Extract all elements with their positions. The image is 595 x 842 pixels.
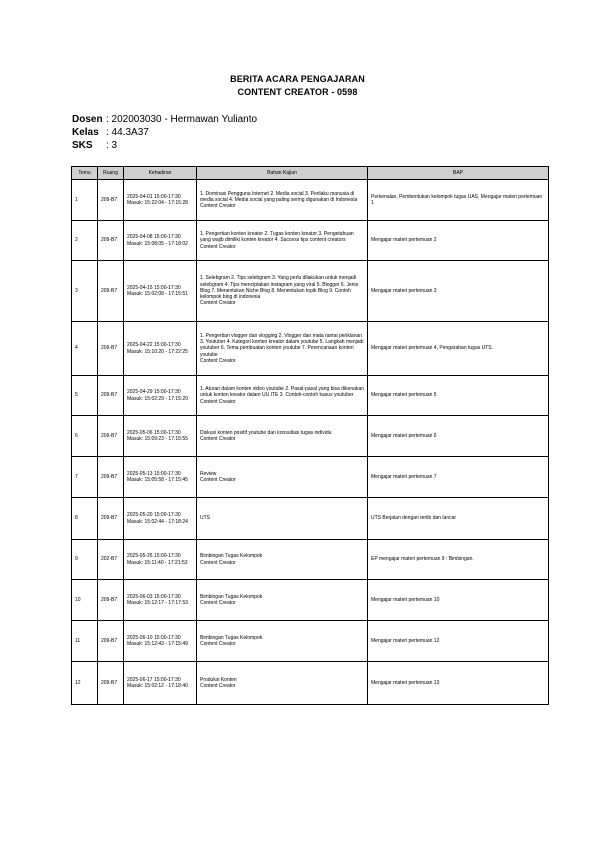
cell-ruang: 202-B7 — [98, 540, 124, 580]
cell-temu: 1 — [72, 180, 98, 221]
cell-ruang: 209-B7 — [98, 498, 124, 540]
attendance-table — [71, 166, 549, 705]
cell-bap: Mengajar materi pertemuan 3 — [368, 261, 549, 322]
cell-bap: Mengajar materi pertemuan 2 — [368, 221, 549, 261]
cell-bap: Mengajar materi pertemuan 7 — [368, 457, 549, 498]
cell-temu: 3 — [72, 261, 98, 322]
table-row — [72, 498, 549, 540]
dosen-label: Dosen — [72, 114, 103, 125]
cell-kehadiran: 2025-06-17 15:00-17:30 Masuk: 15:02:12 - 17:18:40 — [124, 662, 197, 705]
cell-temu: 7 — [72, 457, 98, 498]
cell-kehadiran: 2025-04-15 15:00-17:30 Masuk: 15:02:08 - 17:15:51 — [124, 261, 197, 322]
kelas-label: Kelas — [72, 127, 99, 138]
cell-kehadiran: 2025-05-20 15:00-17:30 Masuk: 15:02:44 - 17:18:24 — [124, 498, 197, 540]
cell-temu: 5 — [72, 376, 98, 416]
kelas-value: : 44.3A37 — [106, 127, 149, 138]
cell-ruang: 209-B7 — [98, 221, 124, 261]
cell-kehadiran: 2025-04-01 15:00-17:30 Masuk: 15:22:04 - 17:15:28 — [124, 180, 197, 221]
cell-bap: UTS Berjalan dengan tertib dan lancar — [368, 498, 549, 540]
cell-bahan-kajian: 1. Dominasi Pengguna Internet 2. Media social 3. Perilaku manusia di media social 4. Media social yang paling sering digunakan di Indonesia Content Creator — [197, 180, 368, 221]
cell-ruang: 209-B7 — [98, 416, 124, 457]
cell-temu: 9 — [72, 540, 98, 580]
cell-ruang: 209-B7 — [98, 322, 124, 376]
cell-bahan-kajian: 1. Pengertian konten kreator 2. Tugas konten kreator 3. Pengetahuan yang wajib dimiliki konten kreator 4. Success tips content creators Content Creator — [197, 221, 368, 261]
header-bahan-kajian: Bahan Kajian — [197, 167, 368, 180]
header-temu: Temu — [72, 167, 98, 180]
cell-ruang: 209-B7 — [98, 580, 124, 621]
cell-kehadiran: 2025-06-03 15:00-17:30 Masuk: 15:12:17 - 17:17:53 — [124, 580, 197, 621]
table-row — [72, 621, 549, 662]
cell-bap: Mengajar materi pertemuan 12 — [368, 621, 549, 662]
table-header-row — [72, 167, 549, 180]
cell-kehadiran: 2025-05-13 15:00-17:30 Masuk: 15:05:58 - 17:15:45 — [124, 457, 197, 498]
cell-kehadiran: 2025-04-22 15:00-17:30 Masuk: 15:10:20 - 17:22:25 — [124, 322, 197, 376]
sks-value: : 3 — [106, 140, 118, 151]
cell-bap: Mengajar materi pertemuan 13 — [368, 662, 549, 705]
cell-temu: 8 — [72, 498, 98, 540]
dosen-row — [72, 114, 257, 125]
cell-bahan-kajian: Review Content Creator — [197, 457, 368, 498]
cell-bap: Mengajar materi pertemuan 6 — [368, 416, 549, 457]
kelas-row — [72, 127, 149, 138]
dosen-value: : 202003030 - Hermawan Yulianto — [106, 114, 258, 125]
cell-ruang: 209-B7 — [98, 457, 124, 498]
cell-ruang: 209-B7 — [98, 180, 124, 221]
cell-bahan-kajian: UTS — [197, 498, 368, 540]
sks-label: SKS — [72, 140, 93, 151]
cell-bahan-kajian: 1. Aturan dalam konten video youtube 2. Pasal-pasal yang bisa dikenakan untuk konten kreator dalam UU ITE 3. Contoh-contoh kasus youtuber Content Creator — [197, 376, 368, 416]
cell-ruang: 209-B7 — [98, 662, 124, 705]
cell-temu: 2 — [72, 221, 98, 261]
header-ruang: Ruang — [98, 167, 124, 180]
cell-bahan-kajian: 1. Selebgram 2. Tips selebgram 3. Yang perlu dilakukan untuk menjadi selebgram 4. Tips menciptakan instagram yang viral 5. Blogger 6. Jenis Blog 7. Menentukan Niche Blog 8. Menentukan topik Blog 9. Contoh kelompok blog di indonesia Content Creator — [197, 261, 368, 322]
cell-temu: 11 — [72, 621, 98, 662]
sks-row — [72, 140, 117, 151]
table-row — [72, 580, 549, 621]
cell-kehadiran: 2025-06-10 15:00-17:30 Masuk: 15:12:43 - 17:15:49 — [124, 621, 197, 662]
cell-kehadiran: 2025-04-29 15:00-17:30 Masuk: 15:02:29 - 17:15:20 — [124, 376, 197, 416]
table-row — [72, 180, 549, 221]
cell-bap: Perkenalan, Pembentukan kelompok tugas UAS, Mengajar materi pertemuan 1 — [368, 180, 549, 221]
cell-bahan-kajian: Bimbingan Tugas Kelompok Content Creator — [197, 621, 368, 662]
cell-ruang: 209-B7 — [98, 621, 124, 662]
cell-temu: 4 — [72, 322, 98, 376]
cell-bap: Mengajar materi pertemuan 4, Pengarahan tugas UTS. — [368, 322, 549, 376]
cell-bahan-kajian: Bimbingan Tugas Kelompok Content Creator — [197, 580, 368, 621]
cell-ruang: 209-B7 — [98, 376, 124, 416]
header-bap: BAP — [368, 167, 549, 180]
table-row — [72, 322, 549, 376]
cell-bahan-kajian: Bimbingan Tugas Kelompok Content Creator — [197, 540, 368, 580]
header-kehadiran: Kehadiran — [124, 167, 197, 180]
cell-bap: Mengajar materi pertemuan 5 — [368, 376, 549, 416]
table-row — [72, 376, 549, 416]
cell-temu: 12 — [72, 662, 98, 705]
cell-bap: Mengajar materi pertemuan 10 — [368, 580, 549, 621]
cell-kehadiran: 2025-05-26 15:00-17:30 Masuk: 15:11:40 - 17:21:53 — [124, 540, 197, 580]
course-title: CONTENT CREATOR - 0598 — [237, 87, 358, 97]
cell-bap: EP mengajar materi pertemuan 9 : Bimbingan. — [368, 540, 549, 580]
table-row — [72, 416, 549, 457]
table-row — [72, 457, 549, 498]
document-title: BERITA ACARA PENGAJARAN — [230, 74, 365, 84]
table-row — [72, 540, 549, 580]
table-row — [72, 662, 549, 705]
cell-bahan-kajian: Diskusi konten positif youtube dan konsultasi tugas individu Content Creator — [197, 416, 368, 457]
cell-bahan-kajian: Produksi Konten Content Creator — [197, 662, 368, 705]
cell-temu: 10 — [72, 580, 98, 621]
cell-kehadiran: 2025-04-08 15:00-17:30 Masuk: 15:08:05 - 17:18:02 — [124, 221, 197, 261]
cell-temu: 6 — [72, 416, 98, 457]
cell-kehadiran: 2025-05-06 15:00-17:30 Masuk: 15:09:23 - 17:15:55 — [124, 416, 197, 457]
table-row — [72, 221, 549, 261]
cell-bahan-kajian: 1. Pengertian vlogger dan vlogging 2. Vlogger dan mata rantai periklanan 3. Youtuber 4. Kategori konten kreator dalam youtube 5. Langkah menjadi youtuber 6. Tema pembuatan konten youtube 7. Perencanaan konten youtube Content Creator — [197, 322, 368, 376]
cell-ruang: 209-B7 — [98, 261, 124, 322]
table-row — [72, 261, 549, 322]
